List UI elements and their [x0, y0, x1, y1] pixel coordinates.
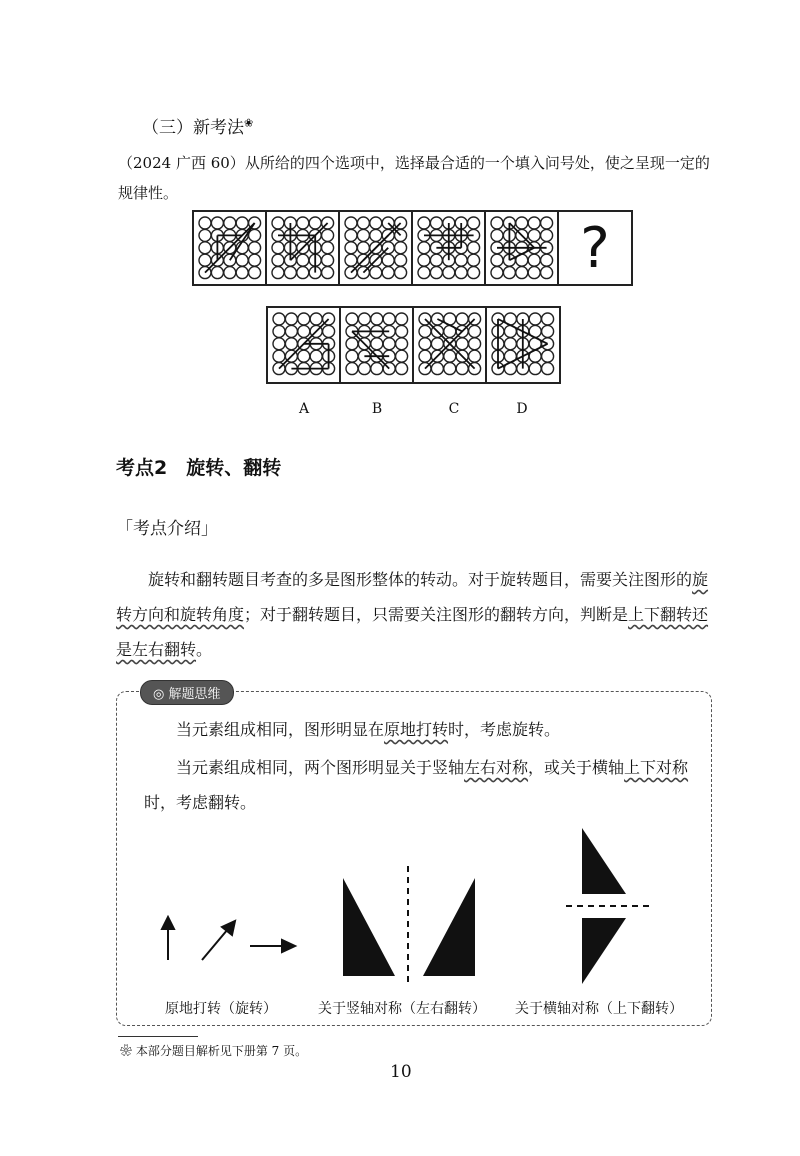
grid-circle	[249, 267, 261, 279]
grid-circle	[370, 267, 382, 279]
emphasis-flip: 上下翻转还是左右翻转	[116, 605, 709, 659]
emphasis-rotation: 旋转方向和旋转角度	[116, 570, 709, 624]
grid-circle	[249, 242, 261, 254]
option-a-label[interactable]: A	[298, 401, 310, 417]
grid-circle	[272, 217, 284, 229]
puzzle-cell-2	[265, 210, 341, 286]
grid-circle	[297, 254, 309, 266]
grid-circle	[443, 267, 455, 279]
grid-circle	[249, 229, 261, 241]
section-title: 考点2 旋转、翻转	[116, 457, 282, 479]
grid-circle	[504, 338, 516, 350]
grid-circle	[284, 267, 296, 279]
grid-circle	[345, 217, 357, 229]
question-mark-cell	[557, 210, 633, 286]
grid-circle	[345, 242, 357, 254]
grid-circle	[346, 363, 358, 375]
puzzle-cell-3	[338, 210, 414, 286]
grid-circle	[236, 254, 248, 266]
grid-circle	[272, 267, 284, 279]
grid-circle	[528, 229, 540, 241]
grid-circle	[491, 217, 503, 229]
grid-circle	[419, 325, 431, 337]
figure-stroke	[437, 319, 462, 331]
intro-title: 「考点介绍」	[116, 519, 218, 539]
grid-circle	[285, 313, 297, 325]
tip-line-1: 当元素组成相同，图形明显在原地打转时，考虑旋转。	[176, 720, 561, 739]
grid-circle	[323, 325, 335, 337]
grid-circle	[430, 217, 442, 229]
grid-circle	[431, 338, 443, 350]
grid-circle	[396, 325, 408, 337]
lightbulb-icon: ◎	[153, 687, 169, 702]
grid-circle	[272, 254, 284, 266]
caption-rotation: 原地打转（旋转）	[165, 1001, 277, 1017]
grid-circle	[444, 350, 456, 362]
grid-circle	[322, 229, 334, 241]
circle-grid-figure	[341, 308, 413, 382]
grid-circle	[310, 350, 322, 362]
circle-grid-figure	[268, 308, 340, 382]
grid-circle	[542, 325, 554, 337]
circle-grid-figure	[267, 212, 339, 284]
grid-circle	[298, 325, 310, 337]
grid-circle	[273, 325, 285, 337]
grid-circle	[528, 254, 540, 266]
option-d-label[interactable]: D	[516, 401, 528, 417]
grid-circle	[503, 267, 515, 279]
grid-circle	[430, 267, 442, 279]
grid-circle	[529, 313, 541, 325]
grid-circle	[529, 363, 541, 375]
grid-circle	[346, 338, 358, 350]
grid-circle	[357, 229, 369, 241]
grid-circle	[468, 254, 480, 266]
grid-circle	[358, 313, 370, 325]
grid-circle	[542, 350, 554, 362]
grid-circle	[516, 217, 528, 229]
grid-circle	[297, 217, 309, 229]
grid-circle	[456, 363, 468, 375]
grid-circle	[273, 350, 285, 362]
grid-circle	[491, 229, 503, 241]
grid-circle	[382, 254, 394, 266]
figure-stroke	[363, 248, 388, 273]
subsection-title: （三）新考法❀	[142, 116, 254, 138]
grid-circle	[297, 267, 309, 279]
circle-grid-figure	[414, 308, 486, 382]
grid-circle	[322, 267, 334, 279]
grid-circle	[358, 363, 370, 375]
grid-circle	[199, 254, 211, 266]
grid-circle	[396, 338, 408, 350]
grid-circle	[371, 363, 383, 375]
question-source: （2024 广西 60）	[118, 154, 245, 172]
option-c-figure[interactable]	[412, 306, 488, 384]
puzzle-cell-4	[411, 210, 487, 286]
puzzle-cell-1	[192, 210, 268, 286]
footnote-divider	[118, 1036, 198, 1037]
vertical-axis-symmetry-illustration	[335, 862, 485, 982]
grid-circle	[371, 338, 383, 350]
grid-circle	[199, 229, 211, 241]
footnote: ❀ 本部分题目解析见下册第 7 页。	[120, 1044, 308, 1058]
grid-circle	[418, 254, 430, 266]
grid-circle	[322, 254, 334, 266]
grid-circle	[273, 338, 285, 350]
grid-circle	[224, 267, 236, 279]
grid-circle	[431, 363, 443, 375]
circle-grid-figure	[340, 212, 412, 284]
flower-mark-icon: ❀	[244, 116, 254, 130]
grid-circle	[273, 313, 285, 325]
grid-circle	[224, 254, 236, 266]
grid-circle	[322, 242, 334, 254]
grid-circle	[396, 350, 408, 362]
question-text	[118, 148, 718, 208]
grid-circle	[383, 313, 395, 325]
grid-circle	[419, 350, 431, 362]
grid-circle	[371, 313, 383, 325]
puzzle-row	[192, 210, 638, 286]
grid-circle	[528, 267, 540, 279]
grid-circle	[310, 313, 322, 325]
grid-circle	[395, 254, 407, 266]
caption-left-right-flip: 关于竖轴对称（左右翻转）	[318, 1001, 486, 1017]
grid-circle	[542, 313, 554, 325]
grid-circle	[382, 267, 394, 279]
puzzle-cell-5	[484, 210, 560, 286]
figure-stroke	[205, 223, 255, 273]
grid-circle	[199, 217, 211, 229]
grid-circle	[431, 313, 443, 325]
grid-circle	[383, 338, 395, 350]
horizontal-axis-symmetry-illustration	[560, 826, 655, 988]
grid-circle	[309, 217, 321, 229]
grid-circle	[345, 229, 357, 241]
grid-circle	[541, 254, 553, 266]
grid-circle	[224, 217, 236, 229]
grid-circle	[370, 217, 382, 229]
grid-circle	[357, 217, 369, 229]
flower-mark-icon: ❀	[120, 1044, 133, 1058]
option-b-label[interactable]: B	[371, 401, 383, 417]
tips-badge: ◎ 解题思维	[140, 680, 234, 705]
grid-circle	[395, 242, 407, 254]
circle-grid-figure	[194, 212, 266, 284]
grid-circle	[199, 242, 211, 254]
rotation-arrows-illustration	[150, 915, 300, 965]
grid-circle	[541, 229, 553, 241]
grid-circle	[298, 350, 310, 362]
question-body: 从所给的四个选项中，选择最合适的一个填入问号处，使之呈现一定的规律性。	[118, 154, 710, 202]
caption-up-down-flip: 关于横轴对称（上下翻转）	[515, 1001, 683, 1017]
grid-circle	[528, 217, 540, 229]
grid-circle	[418, 217, 430, 229]
figure-stroke	[509, 223, 534, 248]
grid-circle	[469, 325, 481, 337]
grid-circle	[419, 338, 431, 350]
grid-circle	[469, 338, 481, 350]
options-row	[266, 306, 566, 384]
grid-circle	[456, 338, 468, 350]
grid-circle	[430, 254, 442, 266]
grid-circle	[468, 217, 480, 229]
grid-circle	[346, 313, 358, 325]
grid-circle	[516, 267, 528, 279]
tip-line-2: 当元素组成相同，两个图形明显关于竖轴左右对称，或关于横轴上下对称时，考虑翻转。	[144, 758, 689, 812]
circle-grid-figure	[486, 212, 558, 284]
grid-circle	[469, 350, 481, 362]
option-a-figure[interactable]	[266, 306, 342, 384]
figure-stroke	[509, 248, 534, 260]
grid-circle	[211, 267, 223, 279]
question-mark: ?	[580, 215, 610, 281]
grid-circle	[468, 242, 480, 254]
grid-circle	[285, 325, 297, 337]
option-b-figure[interactable]	[339, 306, 415, 384]
grid-circle	[236, 217, 248, 229]
grid-circle	[456, 313, 468, 325]
circle-grid-figure	[487, 308, 559, 382]
grid-circle	[346, 350, 358, 362]
grid-circle	[541, 267, 553, 279]
grid-circle	[272, 242, 284, 254]
grid-circle	[468, 267, 480, 279]
grid-circle	[542, 363, 554, 375]
option-c-label[interactable]: C	[448, 401, 460, 417]
grid-circle	[455, 267, 467, 279]
grid-circle	[298, 313, 310, 325]
grid-circle	[249, 254, 261, 266]
page-number: 10	[390, 1062, 412, 1082]
grid-circle	[541, 217, 553, 229]
grid-circle	[396, 313, 408, 325]
grid-circle	[491, 254, 503, 266]
grid-circle	[455, 254, 467, 266]
grid-circle	[236, 267, 248, 279]
grid-circle	[418, 242, 430, 254]
grid-circle	[491, 267, 503, 279]
grid-circle	[357, 242, 369, 254]
grid-circle	[396, 363, 408, 375]
grid-circle	[345, 254, 357, 266]
grid-circle	[285, 338, 297, 350]
grid-circle	[211, 217, 223, 229]
grid-circle	[444, 363, 456, 375]
figure-stroke	[352, 331, 389, 368]
option-d-figure[interactable]	[485, 306, 561, 384]
intro-paragraph: 旋转和翻转题目考查的多是图形整体的转动。对于旋转题目，需要关注图形的旋转方向和旋转角度；对于翻转题目，只需要关注图形的翻转方向，判断是上下翻转还是左右翻转。	[116, 570, 709, 659]
grid-circle	[418, 267, 430, 279]
figure-stroke	[290, 223, 327, 260]
circle-grid-figure	[413, 212, 485, 284]
grid-circle	[395, 267, 407, 279]
grid-circle	[370, 229, 382, 241]
